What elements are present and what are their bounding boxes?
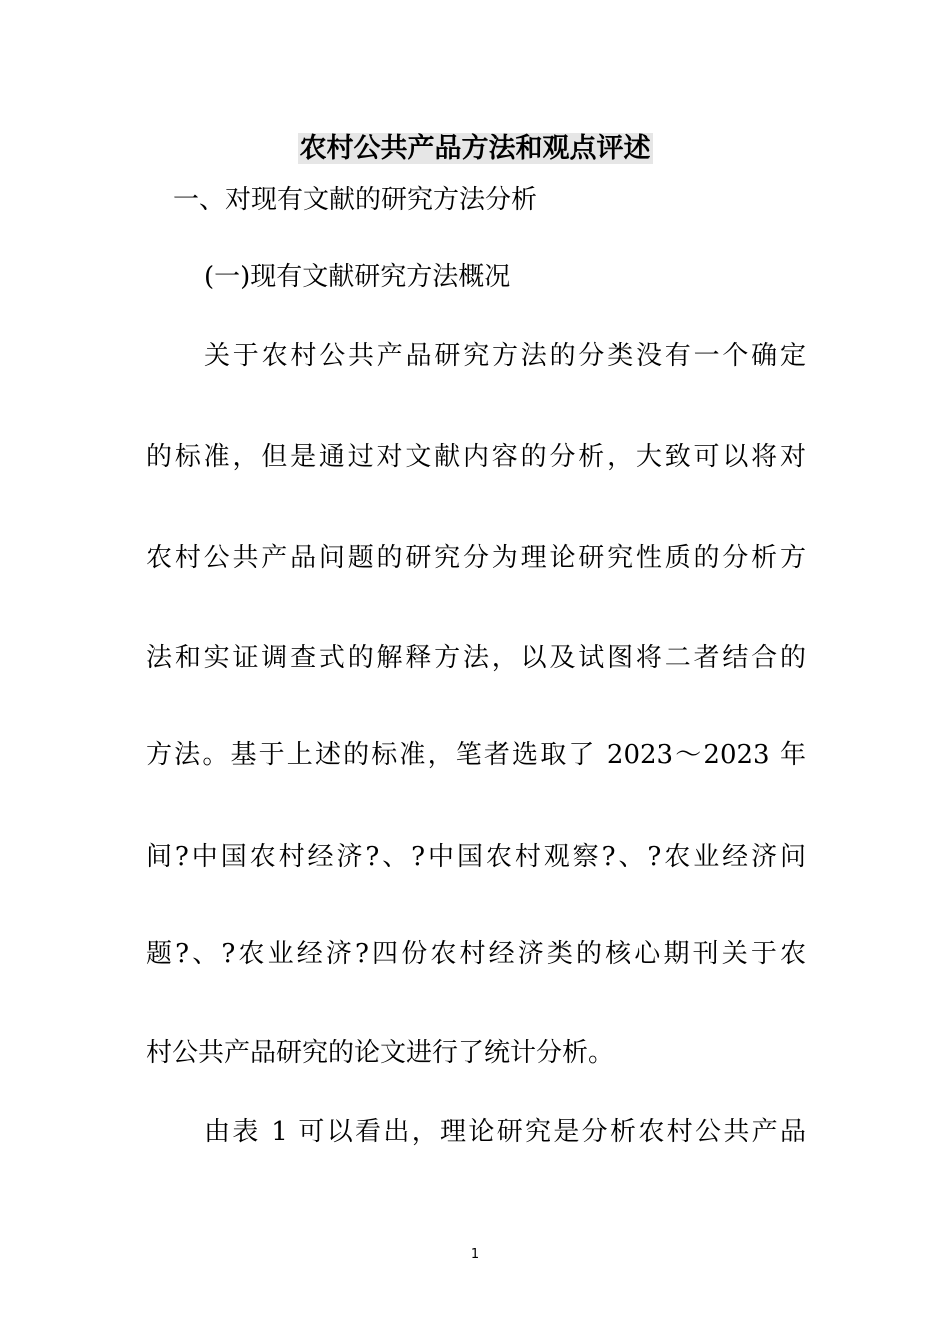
paragraph-1-line-6: 间?中国农村经济?、?中国农村观察?、?农业经济问 — [146, 842, 806, 872]
paragraph-1-line-5: 方法。基于上述的标准，笔者选取了 2023～2023 年 — [146, 740, 806, 770]
paragraph-1-line-4: 法和实证调查式的解释方法，以及试图将二者结合的 — [146, 643, 806, 673]
paragraph-1-line-2: 的标准，但是通过对文献内容的分析，大致可以将对 — [146, 442, 806, 472]
paragraph-1-line-8: 村公共产品研究的论文进行了统计分析。 — [146, 1038, 615, 1068]
section-heading: 一、对现有文献的研究方法分析 — [173, 185, 538, 215]
paragraph-1-line-7: 题?、?农业经济?四份农村经济类的核心期刊关于农 — [146, 939, 806, 969]
subsection-heading: (一)现有文献研究方法概况 — [204, 262, 511, 292]
paragraph-2-line-1: 由表 1 可以看出，理论研究是分析农村公共产品 — [204, 1117, 806, 1147]
document-title-text: 农村公共产品方法和观点评述 — [299, 133, 651, 164]
document-title — [0, 126, 950, 172]
page-number: 1 — [470, 1247, 480, 1262]
paragraph-1-line-3: 农村公共产品问题的研究分为理论研究性质的分析方 — [146, 543, 806, 573]
paragraph-1-line-1: 关于农村公共产品研究方法的分类没有一个确定 — [204, 341, 806, 371]
